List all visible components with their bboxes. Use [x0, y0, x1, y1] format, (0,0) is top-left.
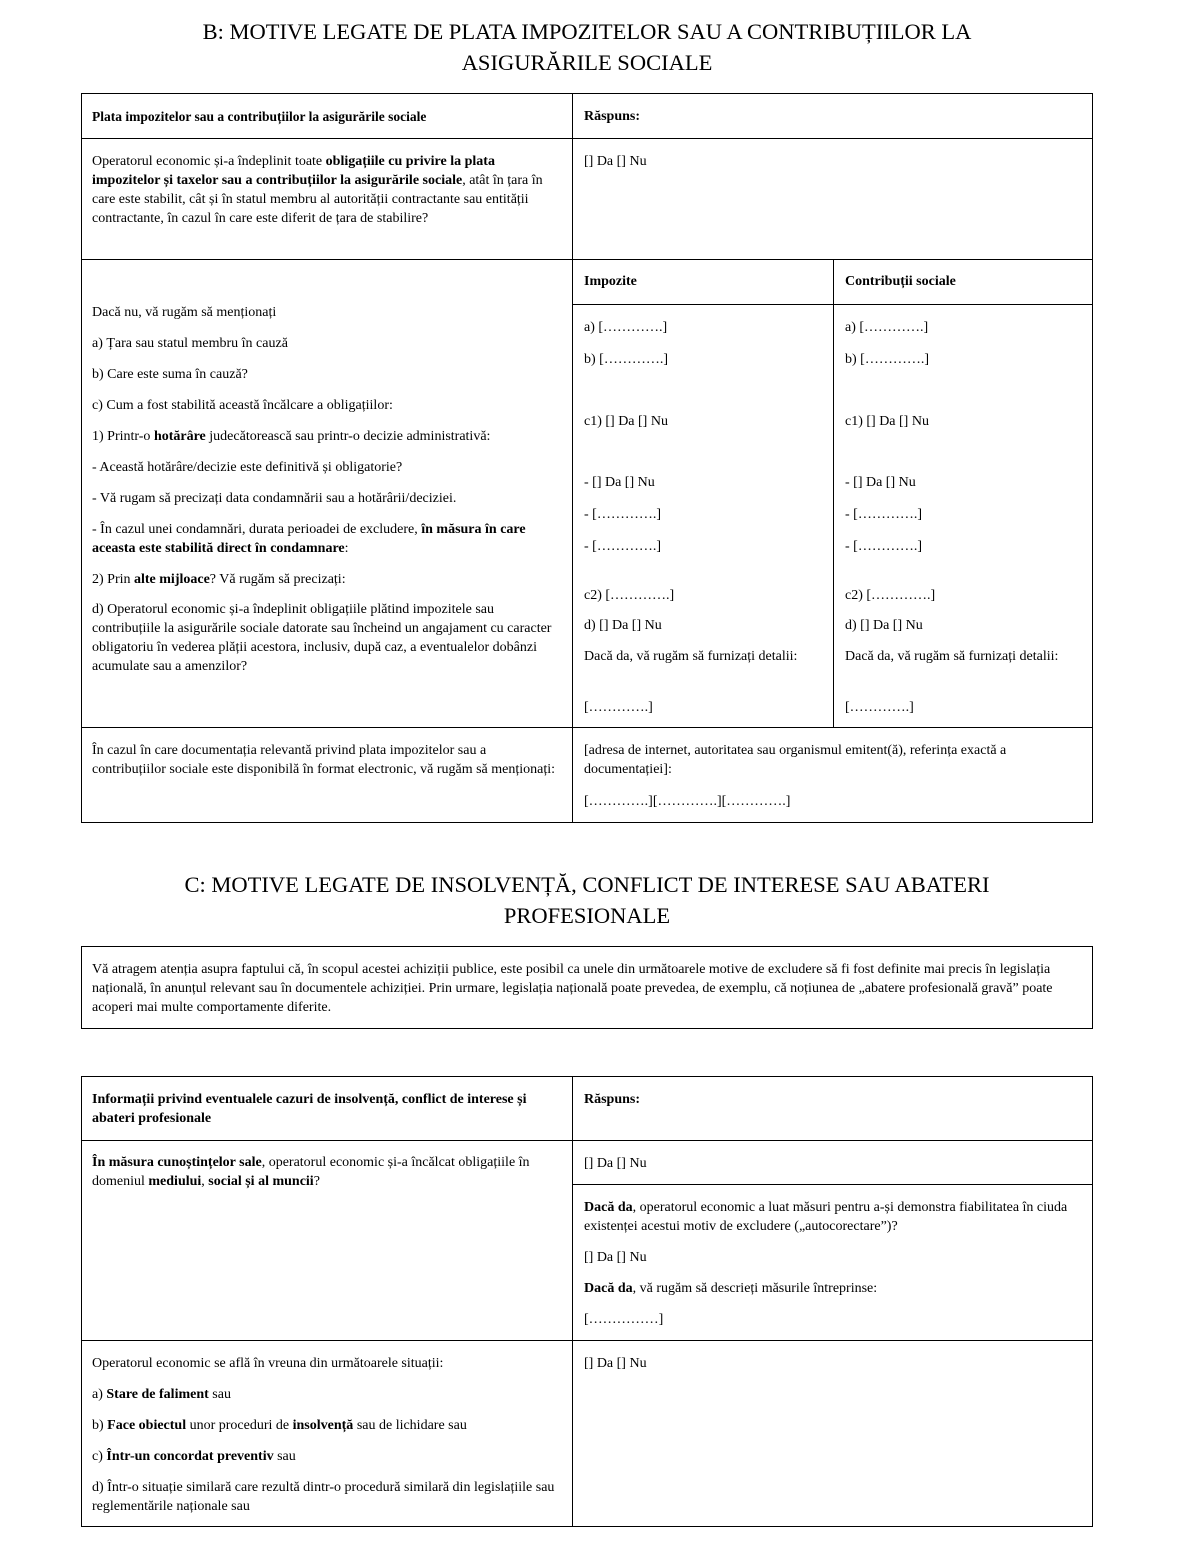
- column-divider: [833, 259, 834, 727]
- measures-field[interactable]: [……………]: [584, 1312, 664, 1327]
- tax-c2-field[interactable]: c2) [………….]: [584, 588, 675, 603]
- electronic-docs-note: [adresa de internet, autoritatea sau organismul emitent(ă), referința exactă a documentației]:: [584, 743, 1007, 777]
- row-divider: [82, 259, 1092, 260]
- section-b-title-line2: ASIGURĂRILE SOCIALE: [461, 50, 713, 75]
- social-q3-field[interactable]: - [………….]: [845, 539, 922, 554]
- question-text-part: b): [92, 1418, 108, 1433]
- question-text-bold: Dacă da: [584, 1281, 633, 1296]
- question-text-part: 1) Printr-o: [92, 429, 154, 444]
- question-environmental: [92, 1153, 552, 1191]
- header-left-label: Plata impozitelor sau a contribuțiilor la asigurările sociale: [92, 109, 427, 124]
- social-c1-answer[interactable]: c1) [] Da [] Nu: [845, 414, 929, 429]
- question-line-a: a) Țara sau statul membru în cauză: [92, 336, 288, 351]
- electronic-docs-field[interactable]: [………….][………….][………….]: [584, 794, 791, 809]
- question-line-c1-q3: [92, 520, 562, 558]
- social-a-field[interactable]: a) [………….]: [845, 320, 929, 335]
- insolvency-line-b: [92, 1416, 467, 1435]
- answer-da-nu[interactable]: [] Da [] Nu: [584, 1156, 647, 1171]
- question-text-bold: obligațiile cu privire la plata impozitelor și taxelor sau a contribuțiilor la asigurările sociale: [92, 154, 495, 188]
- question-electronic-docs: În cazul în care documentația relevantă privind plata impozitelor sau a contribuțiilor sociale este disponibilă în format electronic, vă rugăm să menționați:: [92, 743, 556, 777]
- question-text-part: , vă rugăm să descrieți măsurile întreprinse:: [632, 1281, 878, 1296]
- social-details-label: Dacă da, vă rugăm să furnizați detalii:: [845, 649, 1059, 664]
- question-text-part: a): [92, 1387, 107, 1402]
- question-text-part: ? Vă rugăm să precizați:: [209, 572, 346, 587]
- social-d-answer[interactable]: d) [] Da [] Nu: [845, 618, 923, 633]
- section-c-title-line2: PROFESIONALE: [503, 903, 671, 928]
- tax-q1-answer[interactable]: - [] Da [] Nu: [584, 475, 655, 490]
- question-text-part: judecătorească sau printr-o decizie administrativă:: [205, 429, 491, 444]
- column-header-tax: Impozite: [584, 274, 637, 289]
- question-line-b: b) Care este suma în cauză?: [92, 367, 248, 382]
- question-text-part: sau de lichidare sau: [353, 1418, 467, 1433]
- question-line-d: d) Operatorul economic și-a îndeplinit obligațiile plătind impozitele sau contribuțiile la asigurările sociale datorate sau încheind un angajament cu caracter obligatoriu în vederea plății acestora, inclusiv, după caz, a eventualelor dobânzi acumulate sau a amenzilor?: [92, 602, 552, 674]
- question-line-c1: [92, 427, 490, 446]
- section-b-title-line1: B: MOTIVE LEGATE DE PLATA IMPOZITELOR SAU A CONTRIBUȚIILOR LA: [202, 19, 972, 44]
- question-line-c: c) Cum a fost stabilită această încălcare a obligațiilor:: [92, 398, 393, 413]
- header-right-label: Răspuns:: [584, 1092, 641, 1107]
- insolvency-line-c: [92, 1447, 296, 1466]
- tax-b-field[interactable]: b) [………….]: [584, 352, 668, 367]
- question-text-part: ,: [201, 1174, 209, 1189]
- question-text-bold: În măsura cunoștințelor sale: [92, 1155, 262, 1170]
- row-divider: [82, 1340, 1092, 1341]
- row-divider: [82, 1140, 1092, 1141]
- self-cleaning-answer[interactable]: [] Da [] Nu: [584, 1250, 647, 1265]
- question-text-bold: Dacă da: [584, 1200, 633, 1215]
- column-header-social: Contribuții sociale: [845, 274, 956, 289]
- question-line-c2: [92, 570, 346, 589]
- question-text-part: 2) Prin: [92, 572, 134, 587]
- question-text-bold: insolvență: [292, 1418, 354, 1433]
- question-text-part: - În cazul unei condamnări, durata perioadei de excludere,: [92, 522, 422, 537]
- social-c2-field[interactable]: c2) [………….]: [845, 588, 936, 603]
- question-text-part: :: [344, 541, 349, 556]
- tax-details-label: Dacă da, vă rugăm să furnizați detalii:: [584, 649, 798, 664]
- section-c-title-line1: C: MOTIVE LEGATE DE INSOLVENȚĂ, CONFLICT DE INTERESE SAU ABATERI: [184, 872, 990, 897]
- insolvency-line-a: [92, 1385, 231, 1404]
- row-divider: [572, 304, 1092, 305]
- table-divider: [572, 94, 573, 822]
- question-line-c1-q2: - Vă rugam să precizați data condamnării sau a hotărârii/deciziei.: [92, 491, 457, 506]
- insolvency-line-d: d) Într-o situație similară care rezultă dintr-o procedură similară din legislațiile sau reglementările naționale sau: [92, 1480, 555, 1514]
- question-text-bold: Face obiectul: [107, 1418, 187, 1433]
- question-text-part: sau: [273, 1449, 296, 1464]
- answer-da-nu[interactable]: [] Da [] Nu: [584, 1356, 647, 1371]
- row-divider: [82, 138, 1092, 139]
- question-text-part: unor proceduri de: [186, 1418, 293, 1433]
- table-divider: [572, 1077, 573, 1526]
- tax-a-field[interactable]: a) [………….]: [584, 320, 668, 335]
- question-text-bold: social și al muncii: [208, 1174, 314, 1189]
- social-q1-answer[interactable]: - [] Da [] Nu: [845, 475, 916, 490]
- self-cleaning-question: [584, 1198, 1089, 1236]
- tax-d-answer[interactable]: d) [] Da [] Nu: [584, 618, 662, 633]
- social-b-field[interactable]: b) [………….]: [845, 352, 929, 367]
- question-line-c1-q1: - Această hotărâre/decizie este definitivă și obligatorie?: [92, 460, 403, 475]
- question-text-bold: Într-un concordat preventiv: [106, 1449, 274, 1464]
- question-text-part: Operatorul economic și-a îndeplinit toate: [92, 154, 326, 169]
- section-c-table: [81, 1076, 1093, 1527]
- question-text-bold: mediului: [148, 1174, 202, 1189]
- section-b-table: [81, 93, 1093, 823]
- question-text-bold: Stare de faliment: [106, 1387, 209, 1402]
- social-q2-field[interactable]: - [………….]: [845, 507, 922, 522]
- tax-q2-field[interactable]: - [………….]: [584, 507, 661, 522]
- tax-details-field[interactable]: [………….]: [584, 700, 653, 715]
- question-text-part: , operatorul economic și-a încălcat obligațiile în domeniul: [92, 1155, 530, 1189]
- measures-label: [584, 1279, 877, 1298]
- notice-box: [81, 946, 1093, 1029]
- question-text-bold: în măsura în care aceasta este stabilită direct în condamnare: [92, 522, 526, 556]
- tax-q3-field[interactable]: - [………….]: [584, 539, 661, 554]
- answer-da-nu[interactable]: [] Da [] Nu: [584, 154, 647, 169]
- tax-c1-answer[interactable]: c1) [] Da [] Nu: [584, 414, 668, 429]
- question-text-bold: hotărâre: [153, 429, 206, 444]
- question-text-part: , operatorul economic a luat măsuri pentru a-și demonstra fiabilitatea în ciuda existenței acestui motiv de excludere („autocorectare”)?: [584, 1200, 1068, 1234]
- question-text-part: c): [92, 1449, 107, 1464]
- question-text-part: sau: [208, 1387, 231, 1402]
- notice-text: Vă atragem atenția asupra faptului că, în scopul acestei achiziții publice, este posibil ca unele din următoarele motive de excludere să fi fost definite mai precis în legislația națională, în anunțul relevant sau în documentele achiziției. Prin urmare, legislația națională poate prevedea, de exemplu, că noțiunea de „abatere profesională gravă” poate acoperi mai multe comportamente diferite.: [92, 962, 1053, 1015]
- header-left-label: Informații privind eventualele cazuri de insolvență, conflict de interese și abateri profesionale: [92, 1092, 527, 1126]
- question-text: [92, 152, 558, 228]
- section-b-title: [80, 16, 1094, 78]
- insolvency-intro: Operatorul economic se află în vreuna din următoarele situații:: [92, 1356, 444, 1371]
- row-divider: [82, 727, 1092, 728]
- section-c-title: [80, 869, 1094, 931]
- social-details-field[interactable]: [………….]: [845, 700, 914, 715]
- question-text-bold: alte mijloace: [134, 572, 210, 587]
- question-text-part: ?: [313, 1174, 320, 1189]
- question-intro: Dacă nu, vă rugăm să menționați: [92, 305, 277, 320]
- header-right-label: Răspuns:: [584, 109, 641, 124]
- row-divider: [572, 1184, 1092, 1185]
- question-text-part: , atât în țara în care este stabilit, cât și în statul membru al autorității contractante sau entității contractante, în cazul în care este diferit de țara de stabilire?: [92, 173, 543, 226]
